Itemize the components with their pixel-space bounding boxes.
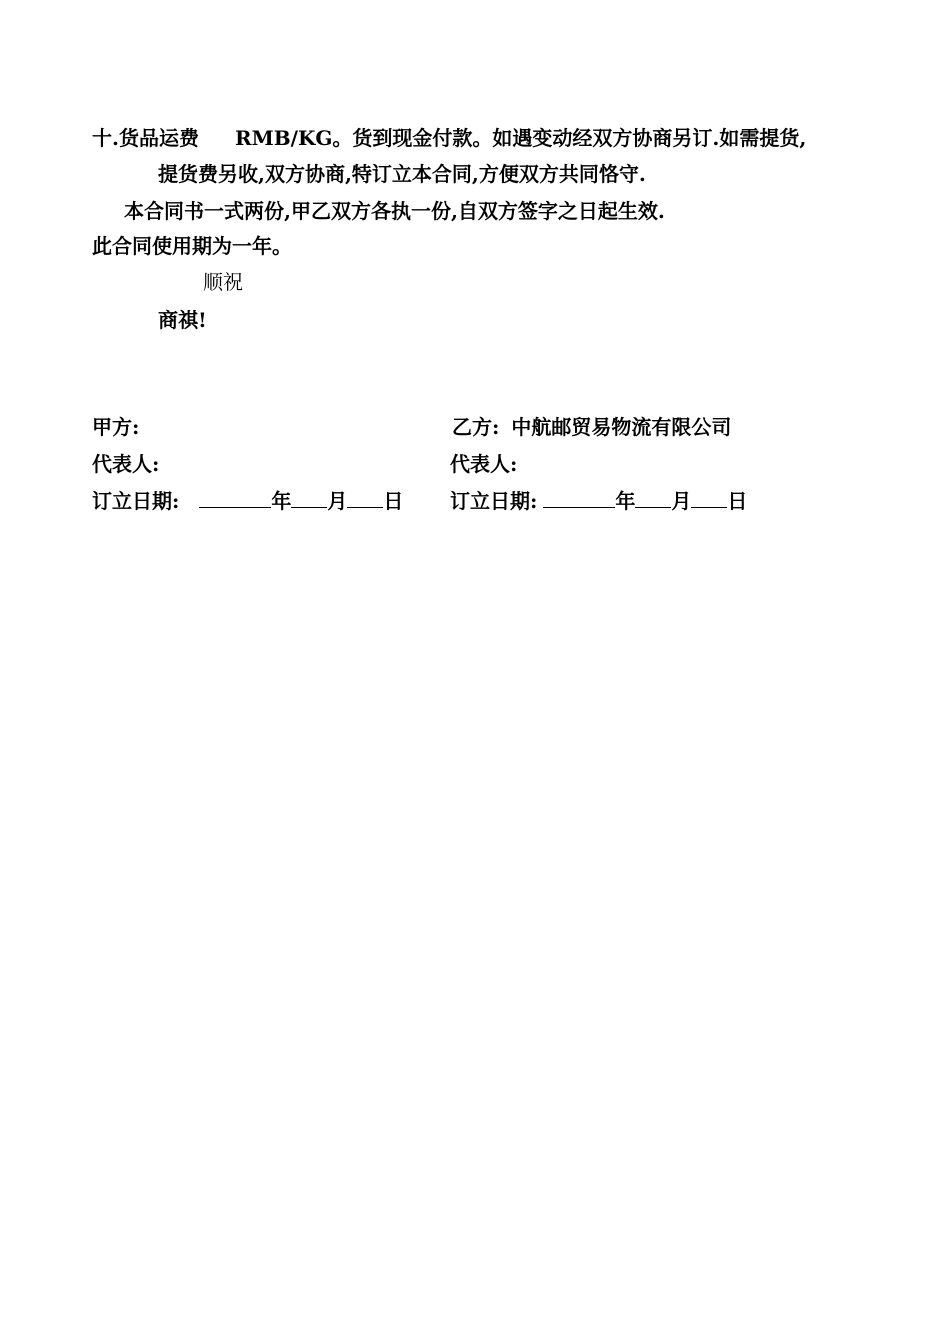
party-a-date-label: 订立日期:	[92, 489, 180, 513]
clause-number: 十.	[92, 126, 119, 150]
clause-10-line-2: 提货费另收,双方协商,特订立本合同,方便双方共同恪守.	[158, 162, 646, 186]
closing-wish: 顺祝	[203, 270, 243, 294]
party-a-year-label: 年	[271, 489, 292, 513]
party-b-date-row	[450, 489, 747, 513]
party-a-date-row	[92, 489, 403, 513]
party-a-title: 甲方:	[92, 415, 140, 439]
party-b-year-label: 年	[615, 489, 636, 513]
party-b-month-label: 月	[671, 489, 692, 513]
party-a-label	[92, 415, 139, 439]
party-b-year-blank[interactable]	[543, 489, 615, 508]
party-a-month-blank[interactable]	[291, 489, 327, 508]
clause-10-text-b: RMB/KG。货到现金付款。如遇变动经双方协商另订.如需提货,	[234, 126, 807, 150]
party-a-day-label: 日	[383, 489, 404, 513]
party-b-representative: 代表人:	[450, 452, 518, 476]
clause-10-line-1	[92, 126, 806, 150]
clause-10-text-a: 货品运费	[118, 126, 199, 150]
party-b-day-label: 日	[727, 489, 748, 513]
party-a-year-blank[interactable]	[199, 489, 271, 508]
contract-copies-text: 本合同书一式两份,甲乙双方各执一份,自双方签字之日起生效.	[124, 199, 665, 223]
party-b-day-blank[interactable]	[691, 489, 727, 508]
party-a-month-label: 月	[327, 489, 348, 513]
party-b-date-label: 订立日期:	[450, 489, 538, 513]
party-b-label	[452, 415, 731, 439]
party-b-title: 乙方:	[452, 415, 500, 439]
party-b-month-blank[interactable]	[635, 489, 671, 508]
party-b-name: 中航邮贸易物流有限公司	[511, 415, 732, 439]
party-a-representative: 代表人:	[92, 452, 160, 476]
party-a-day-blank[interactable]	[347, 489, 383, 508]
contract-term-text: 此合同使用期为一年。	[92, 234, 292, 258]
closing-regards: 商祺!	[158, 308, 207, 332]
